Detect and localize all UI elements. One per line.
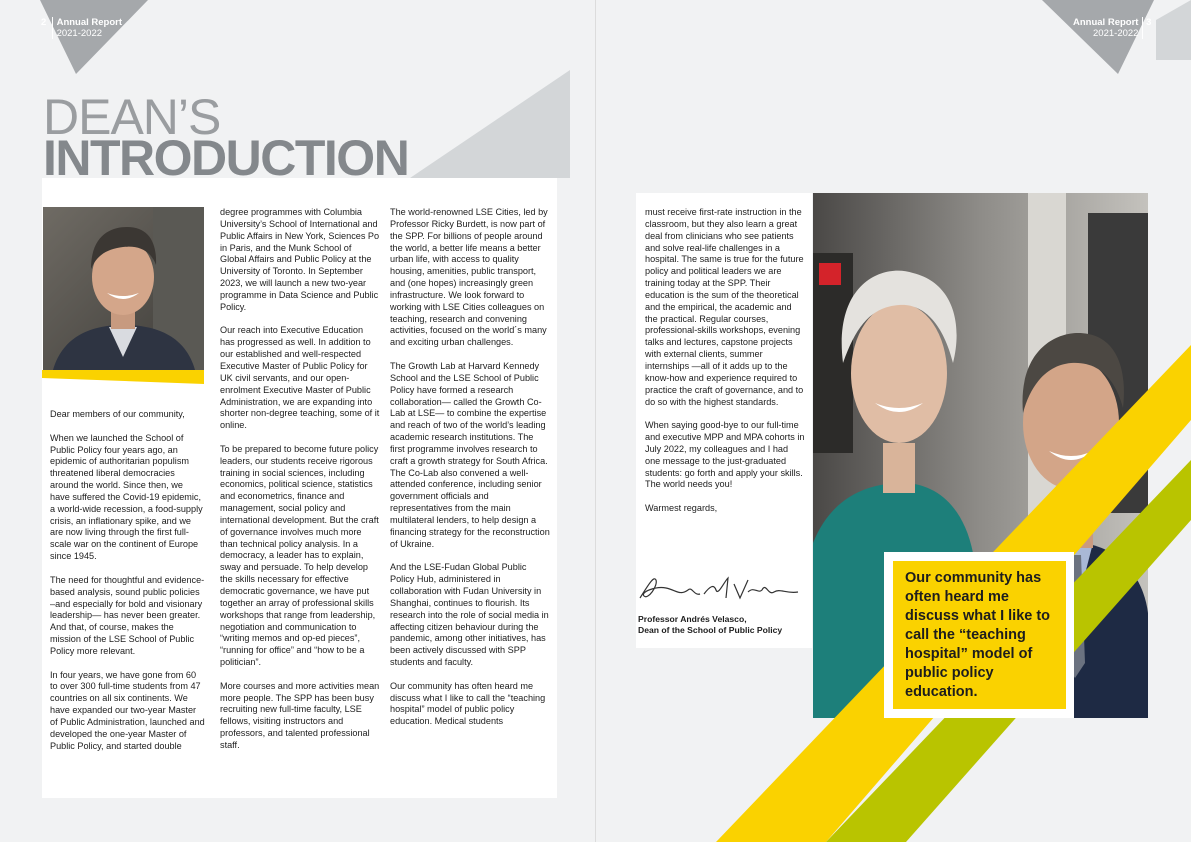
dean-portrait-photo bbox=[43, 207, 204, 370]
report-title-right: Annual Report bbox=[1073, 17, 1139, 28]
signatory-role: Dean of the School of Public Policy bbox=[638, 625, 783, 635]
paragraph: must receive first-rate instruction in the classroom, but they also learn a great deal from clinicians who see patients and solve real-life challenges in a hospital. The same is true for the future policy and political leaders we are training today at the SPP. Their education is the sum of the theoretical and the empirical, the academic and the practical. Regular courses, professional-skills workshops, evening talks and lectures, capstone projects with external clients, summer internships —all of it adds up to the know-how and experience required to practice the craft of governance, and to do so with the highest standards. bbox=[645, 207, 804, 407]
report-title-left: Annual Report bbox=[56, 17, 123, 28]
paragraph: The Growth Lab at Harvard Kennedy School and the LSE School of Public Policy have formed a research collaboration— called the Growth Co-Lab at LSE— to combine the expertise and reach of two of the world’s leading academic research institutions. The first programme involves research to craft a growth strategy for South Africa. The Co-Lab also convened a well-attended conference, including senior government officials and representatives from the main multilateral lenders, to help design a financing strategy for the reconstruction of Ukraine. bbox=[390, 360, 550, 549]
grey-diagonal-shape bbox=[410, 70, 570, 178]
dean-signature bbox=[636, 572, 804, 608]
text-column-4 bbox=[645, 207, 805, 527]
paragraph: When saying good-bye to our full-time and executive MPP and MPA cohorts in July 2022, my colleagues and I had one message to the just-graduated students: go forth and apply your skills. The world needs you! bbox=[645, 420, 805, 490]
paragraph: More courses and more activities mean more people. The SPP has been busy recruiting new full-time faculty, LSE fellows, visiting instructors and professors, and talented professional staff. bbox=[220, 680, 380, 750]
paragraph: The need for thoughtful and evidence-based analysis, sound public policies –and especially for bold and visionary leadership— has never been greater. And that, of course, makes the mission of the LSE School of Public Policy more relevant. bbox=[50, 574, 205, 656]
paragraph: Our reach into Executive Education has progressed as well. In addition to our established and well-respected Executive Master of Public Policy for UK civil servants, and our open-enrolment Executive Master of Public Administration, we are expanding into shorter non-degree teaching, some of it online. bbox=[220, 325, 380, 431]
title-line-1: DEAN’S bbox=[43, 89, 221, 145]
paragraph: degree programmes with Columbia University’s School of International and Public Affairs in New York, Sciences Po in Paris, and the Munk School of Global Affairs and Public Policy at the University of Toronto. In September 2023, we will launch a new two-year programme in Data Science and Public Policy. bbox=[220, 207, 380, 312]
title-line-2: INTRODUCTION bbox=[43, 130, 409, 186]
text-column-1 bbox=[50, 409, 205, 764]
pull-quote-text: Our community has often heard me discuss what I like to call the “teaching hospital” model of public policy education. bbox=[905, 570, 1051, 700]
paragraph: Dear members of our community, bbox=[50, 409, 185, 419]
paragraph: The world-renowned LSE Cities, led by Professor Ricky Burdett, is now part of the SPP. For billions of people around the world, a better life means a better urban life, with access to quality housing, amenities, public transport, and (one hopes) increasingly green infrastructure. We look forward to working with LSE Cities colleagues on teaching, research and convening activities, focused on the world´s many and exciting urban challenges. bbox=[390, 207, 548, 348]
paragraph: When we launched the School of Public Policy four years ago, an epidemic of authoritarian populism threatened liberal democracies around the world. Since then, we have suffered the Covid-19 epidemic, a world-wide recession, a food-supply crisis, an inflationary spike, and we are now living through the first full-scale war on the continent of Europe since 1945. bbox=[50, 432, 203, 562]
running-header-right bbox=[1073, 17, 1151, 39]
signatory-name: Professor Andrés Velasco, bbox=[638, 614, 747, 624]
paragraph: Warmest regards, bbox=[645, 503, 718, 514]
page-number-right: 3 bbox=[1146, 17, 1152, 28]
paragraph: To be prepared to become future policy leaders, our students receive rigorous training in social sciences, including economics, political science, statistics and econometrics, finance and management, social policy and international development. But the craft of governance involves much more than technical policy analysis. In a democracy, a leader has to explain, sway and persuade. To help develop the skills necessary for effective democratic governance, we have put together an array of professional skills workshops that range from leadership, negotiation and communication to “writing memos and op-ed pieces”, “running for office” and “how to be a politician”. bbox=[220, 443, 379, 668]
report-years-right: 2021-2022 bbox=[1093, 28, 1139, 39]
running-header-left bbox=[41, 17, 122, 39]
paragraph: And the LSE-Fudan Global Public Policy Hub, administered in collaboration with Fudan University in Shanghai, continues to flourish. Its research into the role of social media in affecting citizen behaviour during the pandemic, among other initiatives, has been actively discussed with SPP students and faculty. bbox=[390, 562, 549, 668]
page-number-left: 2 bbox=[41, 17, 47, 28]
text-column-3 bbox=[390, 207, 550, 740]
signature-block bbox=[638, 614, 782, 636]
paragraph: In four years, we have gone from 60 to over 300 full-time students from 47 countries on all six continents. We have expanded our two-year Master of Public Administration, launched and developed the one-year Master of Public Policy, and started double bbox=[50, 669, 205, 751]
report-years-left: 2021-2022 bbox=[56, 28, 103, 39]
text-column-2 bbox=[220, 207, 380, 764]
paragraph: Our community has often heard me discuss what I like to call the “teaching hospital” model of public policy education. Medical students bbox=[390, 680, 546, 727]
